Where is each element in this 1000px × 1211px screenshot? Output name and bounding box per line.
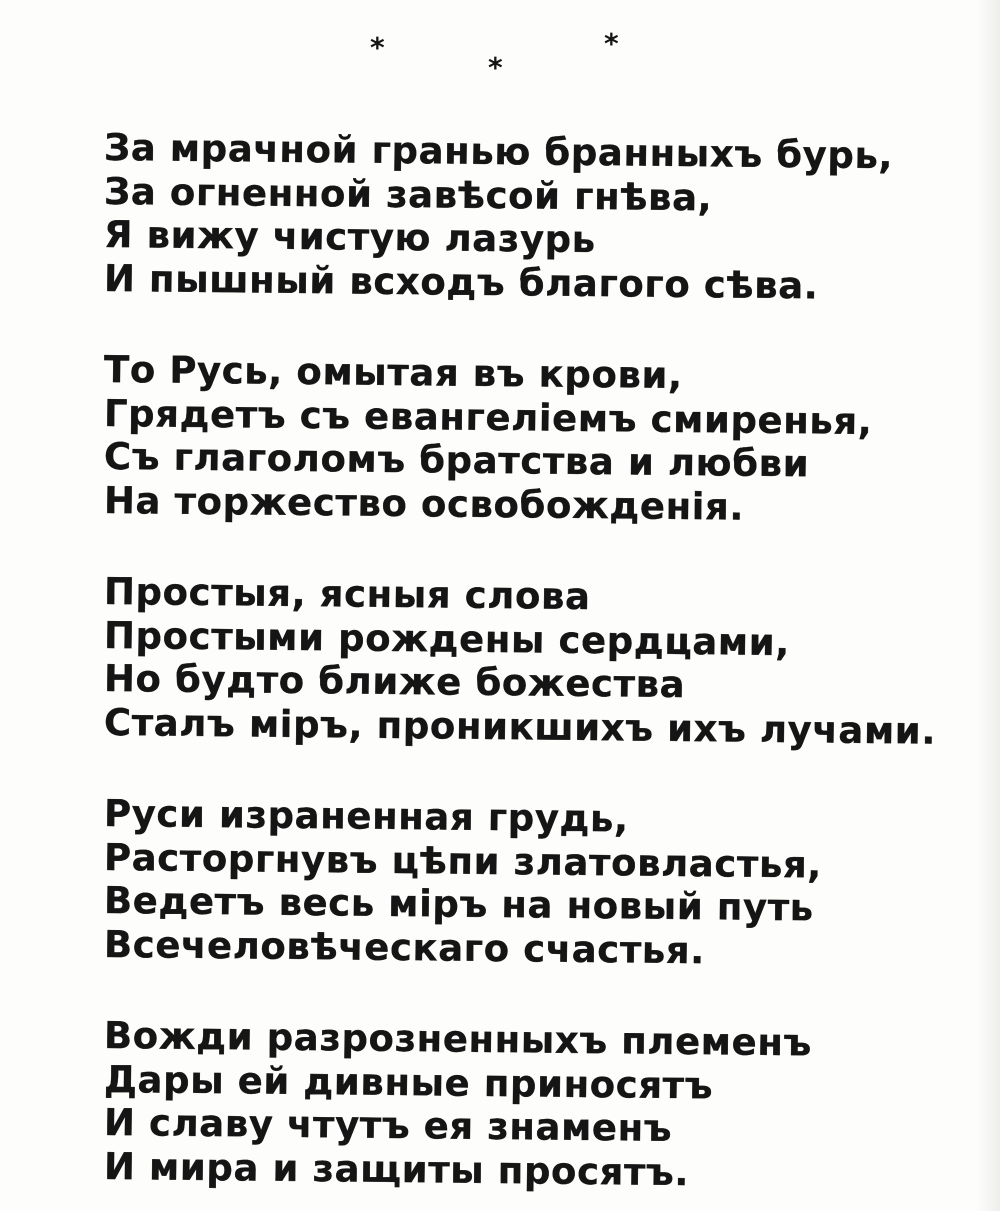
poem-line: Простыми рождены сердцами, — [103, 613, 791, 664]
poem-line: На торжество освобожденія. — [103, 478, 745, 529]
stanza-1 — [103, 126, 894, 307]
stanza-4 — [103, 792, 894, 972]
poem-line: Грядетъ съ евангеліемъ смиренья, — [103, 391, 873, 443]
poem-line: Ведетъ весь міръ на новый путь — [103, 879, 815, 930]
poem-line: Дары ей дивные приносятъ — [103, 1057, 714, 1107]
poem-line: За мрачной гранью бранныхъ бурь, — [103, 126, 894, 178]
poem-line: То Русь, омытая въ крови, — [103, 348, 683, 398]
poem-body — [103, 126, 937, 1211]
poem-line: Всечеловѣческаго счастья. — [103, 922, 706, 972]
stanza-2 — [103, 348, 894, 529]
poem-line: Я вижу чистую лазурь — [103, 213, 596, 262]
page-shadow-edge — [976, 0, 1000, 1211]
poem-line: Расторгнувъ цѣпи златовластья, — [103, 835, 823, 887]
poem-line: И славу чтутъ ея знаменъ — [103, 1101, 673, 1150]
poem-line: Но будто ближе божества — [103, 657, 686, 707]
asterisk-mark: * — [604, 27, 619, 60]
asterism-ornament — [360, 26, 640, 86]
poem-line: Съ глаголомъ братства и любви — [103, 435, 810, 486]
poem-line: И пышный всходъ благого сѣва. — [103, 256, 819, 307]
poem-line: И мира и защиты просятъ. — [103, 1144, 690, 1194]
poem-line: Сталъ міръ, проникшихъ ихъ лучами. — [103, 700, 937, 753]
poem-line: Вожди разрозненныхъ племенъ — [103, 1014, 813, 1065]
asterisk-mark: * — [370, 31, 385, 64]
stanza-3 — [103, 570, 937, 753]
asterisk-mark: * — [488, 51, 503, 84]
poem-line: За огненной завѣсой гнѣва, — [103, 169, 713, 219]
poem-line: Простыя, ясныя слова — [103, 570, 591, 619]
stanza-5 — [103, 1014, 894, 1194]
poem-line: Руси израненная грудь, — [103, 792, 629, 841]
